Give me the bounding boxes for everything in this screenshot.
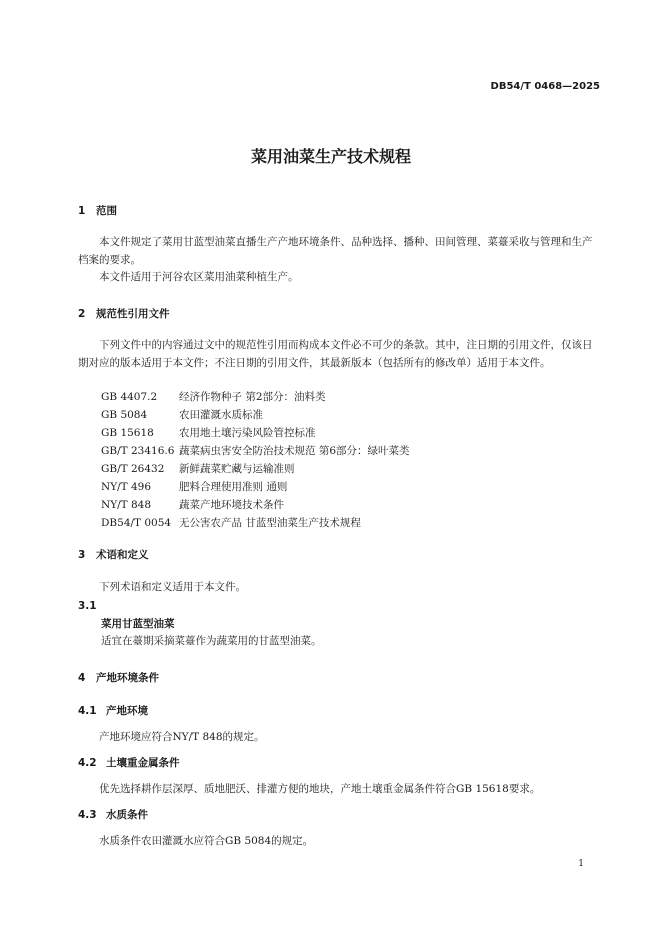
- section-number: 2: [78, 308, 86, 320]
- term-number: 3.1: [78, 600, 97, 612]
- reference-item: [101, 407, 410, 425]
- reference-title: 农田灌溉水质标准: [179, 409, 263, 421]
- subsection-4-3-text: 水质条件农田灌溉水应符合GB 5084的规定。: [99, 835, 314, 847]
- subsection-4-2-text: 优先选择耕作层深厚、质地肥沃、排灌方便的地块，产地土壤重金属条件符合GB 15618要求。: [99, 783, 541, 795]
- section-1-paragraph-2: 本文件适用于河谷农区菜用油菜种植生产。: [99, 271, 299, 283]
- subsection-title: 水质条件: [106, 809, 148, 821]
- reference-code: NY/T 496: [101, 481, 152, 493]
- document-title: 菜用油菜生产技术规程: [250, 147, 411, 166]
- subsection-4-3-heading: [78, 807, 148, 822]
- section-2-heading: [78, 306, 170, 321]
- term-definition: 适宜在薹期采摘菜薹作为蔬菜用的甘蓝型油菜。: [101, 635, 322, 647]
- subsection-title: 土壤重金属条件: [106, 757, 180, 769]
- reference-item: [101, 389, 410, 407]
- page-number: 1: [578, 859, 584, 869]
- reference-item: [101, 497, 410, 515]
- reference-item: [101, 479, 410, 497]
- reference-item: [101, 425, 410, 443]
- reference-title: 无公害农产品 甘蓝型油菜生产技术规程: [179, 517, 361, 529]
- document-number: DB54/T 0468—2025: [490, 81, 600, 92]
- reference-item: [101, 515, 410, 533]
- section-title: 产地环境条件: [96, 672, 159, 684]
- section-title: 范围: [96, 205, 117, 217]
- section-2-paragraph-1: 下列文件中的内容通过文中的规范性引用而构成本文件必不可少的条款。其中，注日期的引用文件，仅该日期对应的版本适用于本文件；不注日期的引用文件，其最新版本（包括所有的修改单）适用于本文件。: [78, 339, 593, 369]
- subsection-title: 产地环境: [106, 705, 148, 717]
- subsection-number: 4.3: [78, 809, 97, 821]
- term-name: 菜用甘蓝型油菜: [101, 618, 175, 630]
- subsection-number: 4.1: [78, 705, 97, 717]
- reference-title: 肥料合理使用准则 通则: [179, 481, 288, 493]
- section-number: 3: [78, 549, 86, 561]
- reference-code: GB 4407.2: [101, 391, 158, 403]
- subsection-4-2-heading: [78, 755, 180, 770]
- reference-code: GB 5084: [101, 409, 148, 421]
- subsection-number: 4.2: [78, 757, 97, 769]
- reference-item: [101, 461, 410, 479]
- section-1-paragraph-1: 本文件规定了菜用甘蓝型油菜直播生产产地环境条件、品种选择、播种、田间管理、菜薹采收与管理和生产档案的要求。: [78, 236, 593, 266]
- section-number: 4: [78, 672, 86, 684]
- section-3-heading: [78, 547, 149, 562]
- section-4-heading: [78, 670, 159, 685]
- section-title: 规范性引用文件: [96, 308, 170, 320]
- reference-code: GB 15618: [101, 427, 154, 439]
- reference-code: DB54/T 0054: [101, 517, 172, 529]
- section-number: 1: [78, 205, 86, 217]
- reference-title: 新鲜蔬菜贮藏与运输准则: [179, 463, 295, 475]
- section-title: 术语和定义: [96, 549, 149, 561]
- reference-title: 农用地土壤污染风险管控标准: [179, 427, 316, 439]
- reference-item: [101, 443, 410, 461]
- section-3-paragraph-1: 下列术语和定义适用于本文件。: [99, 581, 246, 593]
- subsection-4-1-text: 产地环境应符合NY/T 848的规定。: [99, 731, 265, 743]
- reference-title: 蔬菜病虫害安全防治技术规范 第6部分：绿叶菜类: [179, 445, 410, 457]
- section-1-heading: [78, 203, 117, 218]
- reference-title: 蔬菜产地环境技术条件: [179, 499, 284, 511]
- normative-references-list: [101, 389, 410, 533]
- reference-title: 经济作物种子 第2部分：油料类: [179, 391, 326, 403]
- reference-code: GB/T 23416.6: [101, 445, 175, 457]
- reference-code: GB/T 26432: [101, 463, 165, 475]
- reference-code: NY/T 848: [101, 499, 152, 511]
- subsection-4-1-heading: [78, 703, 148, 718]
